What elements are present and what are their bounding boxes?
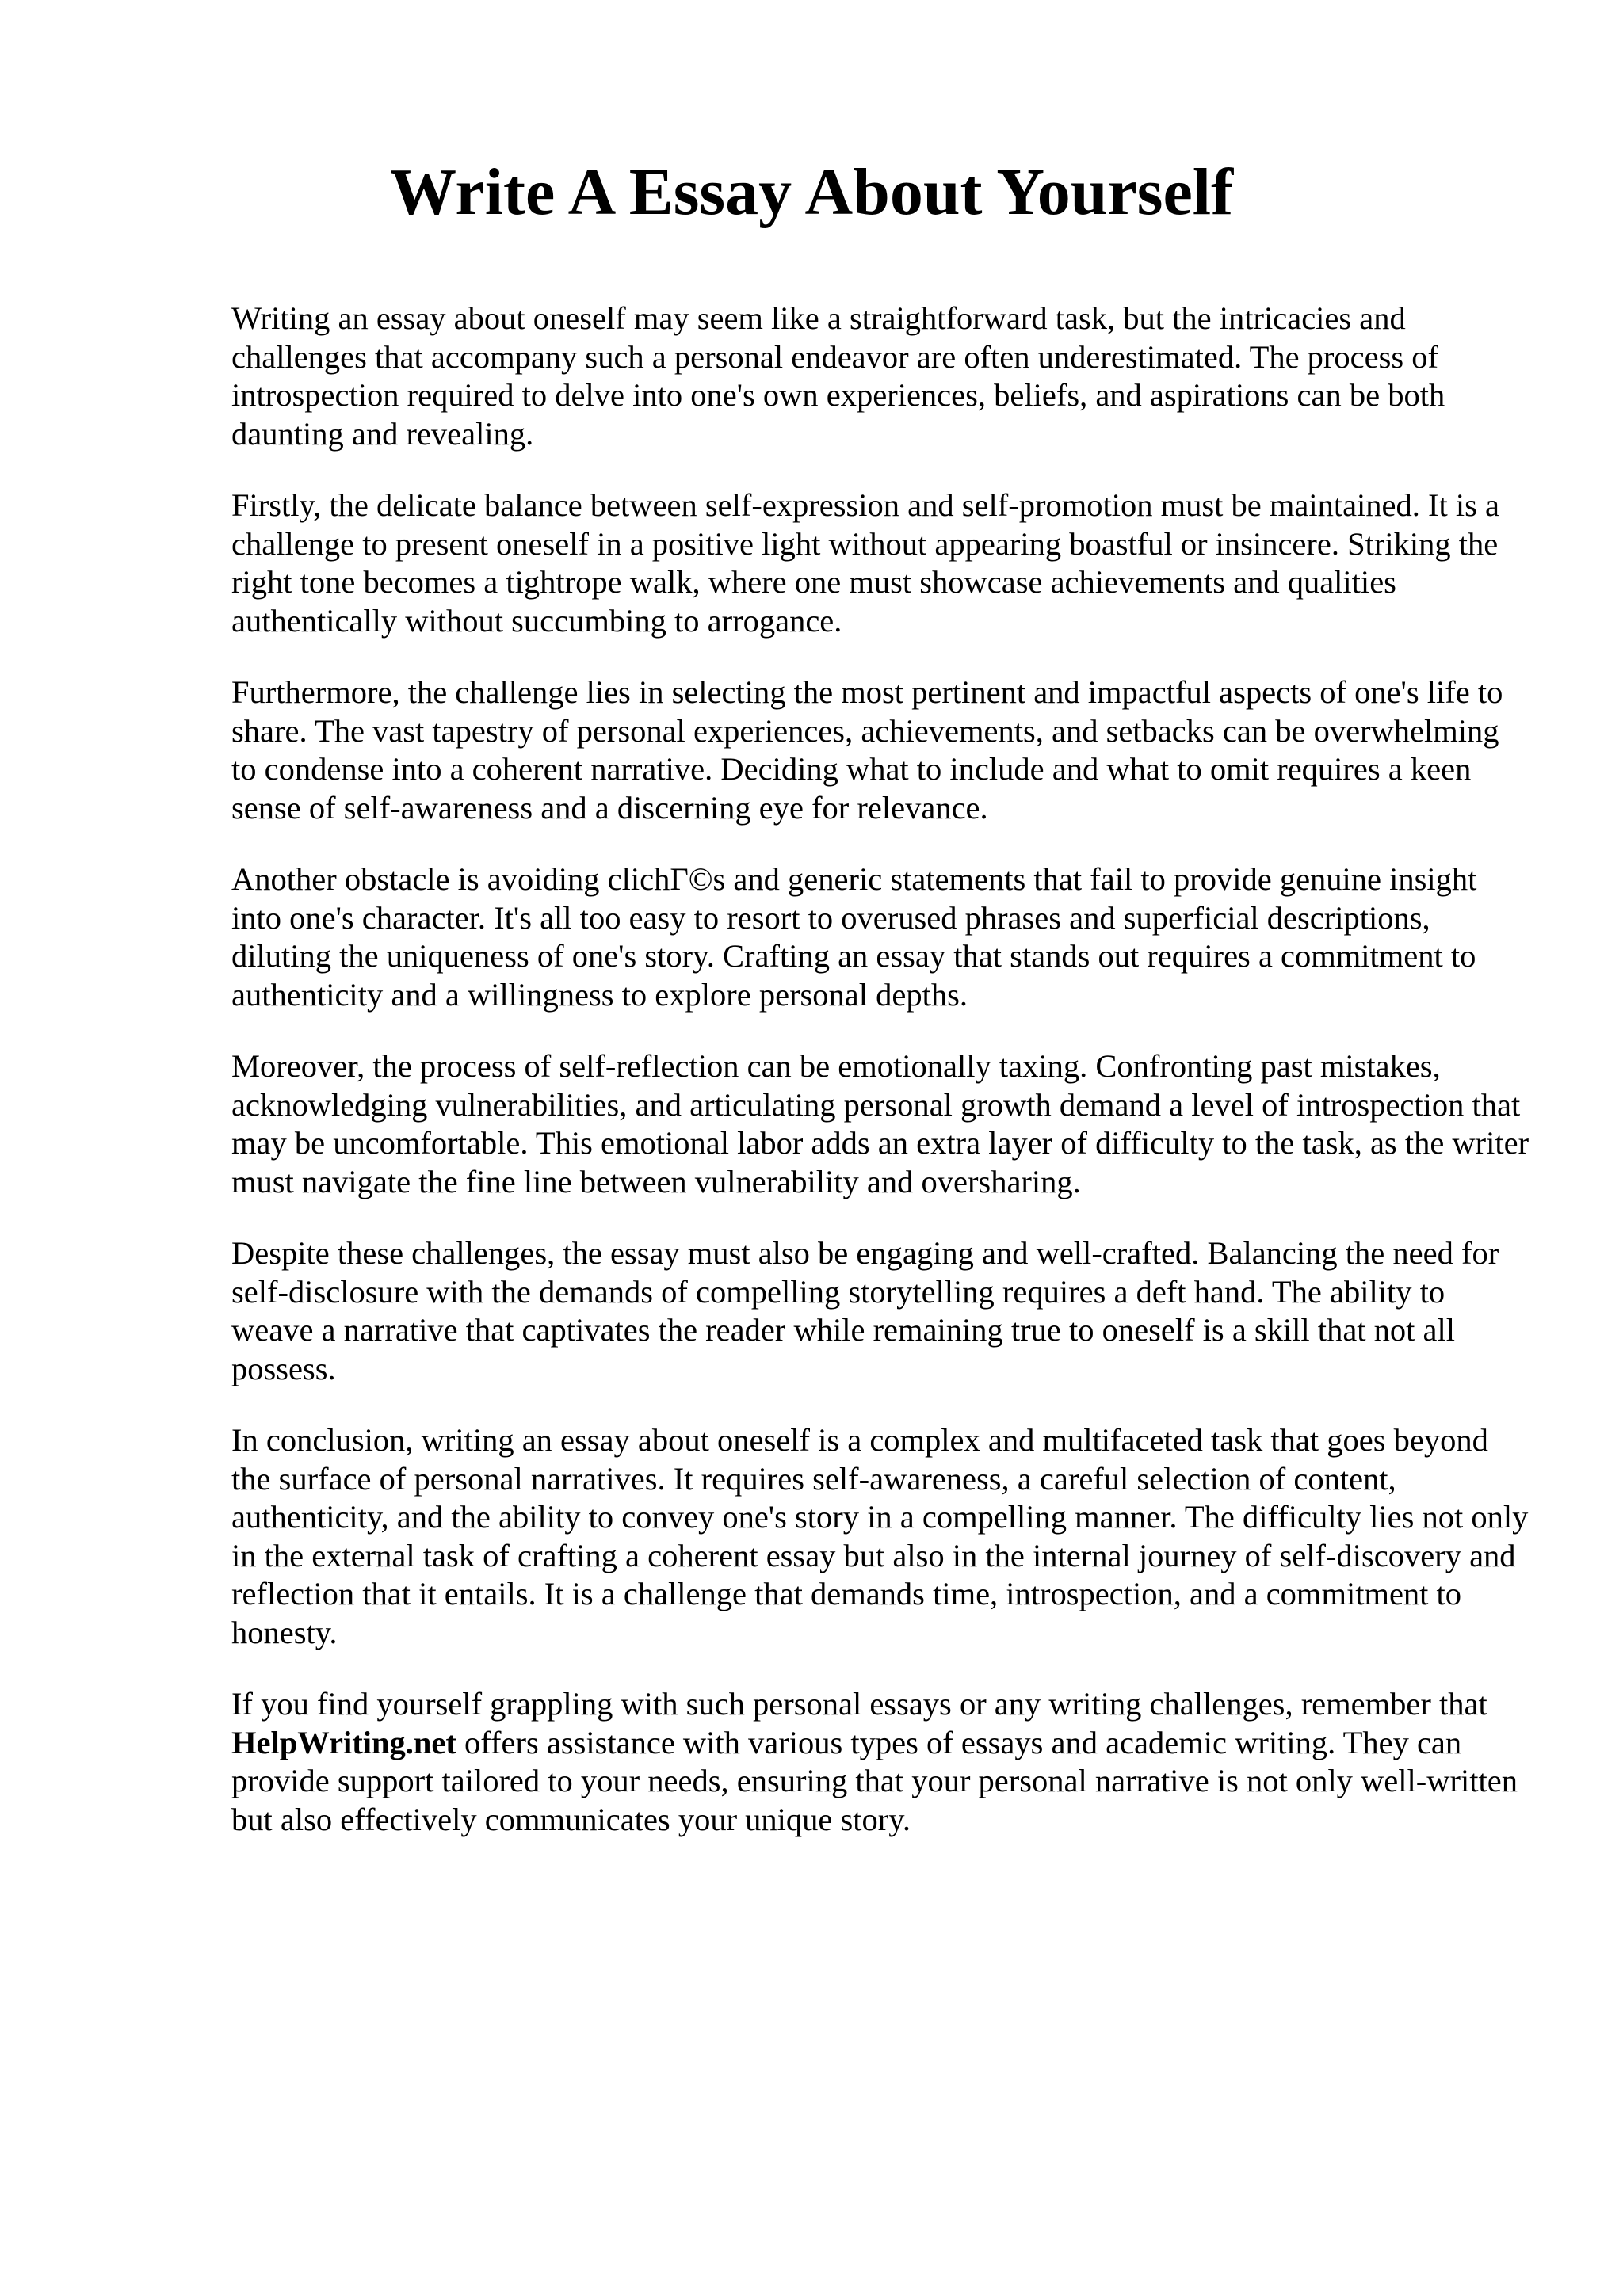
paragraph-5: Moreover, the process of self-reflection can be emotionally taxing. Confronting past mistakes, acknowledging vulnerabilities, and articulating personal growth demand a level of introspection that may be uncomfortable. This emotional labor adds an extra layer of difficulty to the task, as the writer must navigate the fine line between vulnerability and oversharing. bbox=[231, 1048, 1529, 1199]
document-title: Write A Essay About Yourself bbox=[389, 155, 1234, 229]
paragraph-7: In conclusion, writing an essay about oneself is a complex and multifaceted task that goes beyond the surface of personal narratives. It requires self-awareness, a careful selection of content, authenticity, and the ability to convey one's story in a compelling manner. The difficulty lies not only in the external task of crafting a coherent essay but also in the internal journey of self-discovery and reflection that it entails. It is a challenge that demands time, introspection, and a commitment to honesty. bbox=[231, 1422, 1529, 1650]
paragraph-3: Furthermore, the challenge lies in selecting the most pertinent and impactful aspects of one's life to share. The vast tapestry of personal experiences, achievements, and setbacks can be overwhelming to condense into a coherent narrative. Deciding what to include and what to omit requires a keen sense of self-awareness and a discerning eye for relevance. bbox=[231, 674, 1503, 826]
closing-text-after: offers assistance with various types of essays and academic writing. They can provide support tailored to your needs, ensuring that your personal narrative is not only well-written but also effectively communicates your unique story. bbox=[231, 1724, 1518, 1837]
closing-paragraph bbox=[231, 1685, 1531, 1839]
closing-text-before: If you find yourself grappling with such personal essays or any writing challenges, remember that bbox=[231, 1686, 1487, 1722]
paragraph-2: Firstly, the delicate balance between self-expression and self-promotion must be maintained. It is a challenge to present oneself in a positive light without appearing boastful or insincere. Striking the right tone becomes a tightrope walk, where one must showcase achievements and qualities authentically without succumbing to arrogance. bbox=[231, 487, 1500, 639]
paragraph-4: Another obstacle is avoiding clichΓ©s and generic statements that fail to provide genuine insight into one's character. It's all too easy to resort to overused phrases and superficial descriptions, diluting the uniqueness of one's story. Crafting an essay that stands out requires a commitment to authenticity and a willingness to explore personal depths. bbox=[231, 861, 1477, 1013]
brand-name: HelpWriting.net bbox=[231, 1724, 456, 1760]
paragraph-6: Despite these challenges, the essay must also be engaging and well-crafted. Balancing the need for self-disclosure with the demands of compelling storytelling requires a deft hand. The ability to weave a narrative that captivates the reader while remaining true to oneself is a skill that not all possess. bbox=[231, 1235, 1499, 1386]
paragraph-1: Writing an essay about oneself may seem like a straightforward task, but the intricacies and challenges that accompany such a personal endeavor are often underestimated. The process of introspection required to delve into one's own experiences, beliefs, and aspirations can be both daunting and revealing. bbox=[231, 300, 1445, 452]
document-body bbox=[231, 299, 1531, 1872]
